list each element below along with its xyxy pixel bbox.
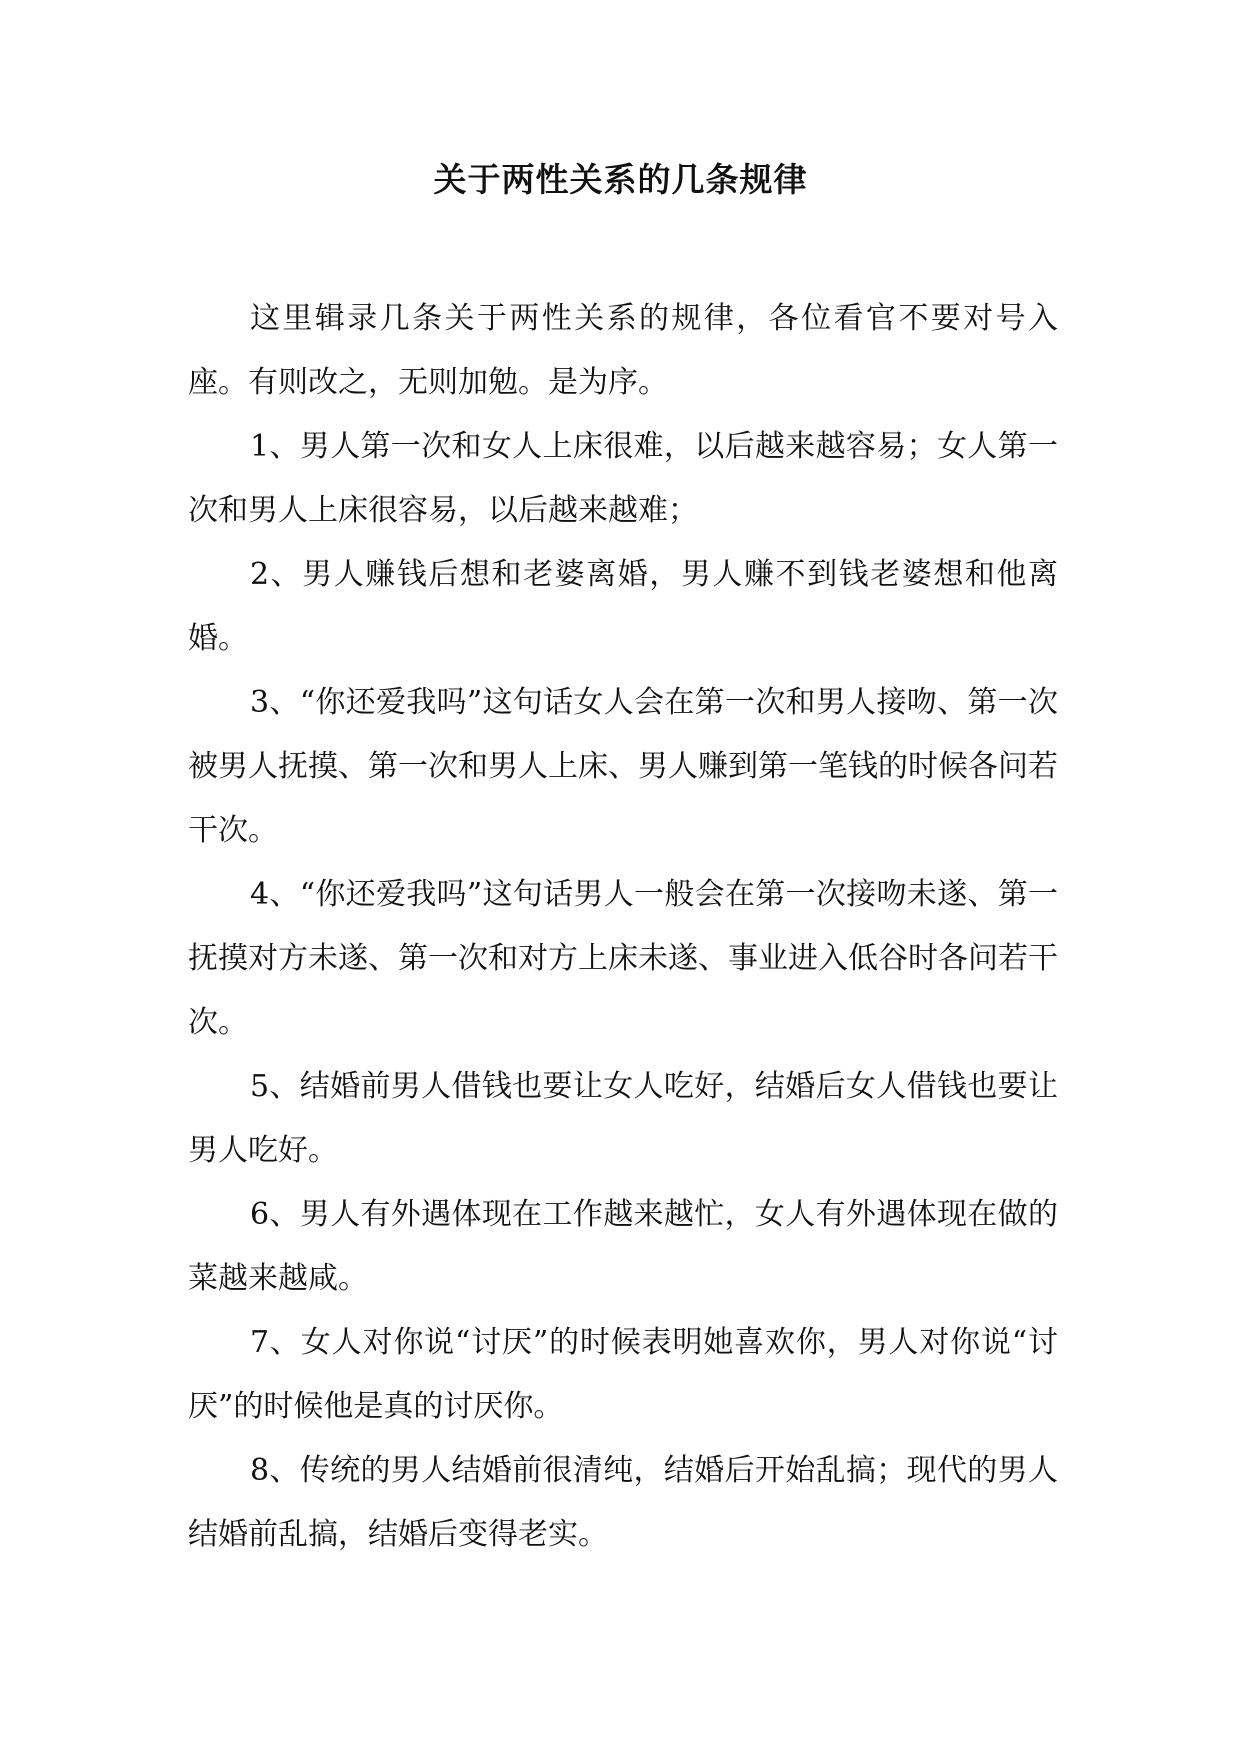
- paragraph-rule-2: 2、男人赚钱后想和老婆离婚，男人赚不到钱老婆想和他离婚。: [188, 557, 1058, 656]
- document-body: [188, 287, 1058, 1567]
- paragraph-rule-8: 8、传统的男人结婚前很清纯，结婚后开始乱搞；现代的男人结婚前乱搞，结婚后变得老实。: [188, 1453, 1058, 1552]
- paragraph-rule-7: 7、女人对你说“讨厌”的时候表明她喜欢你，男人对你说“讨厌”的时候他是真的讨厌你。: [188, 1325, 1058, 1424]
- paragraph-rule-4: 4、“你还爱我吗”这句话男人一般会在第一次接吻未遂、第一抚摸对方未遂、第一次和对方上床未遂、事业进入低谷时各问若干次。: [188, 877, 1058, 1040]
- paragraph-rule-1: 1、男人第一次和女人上床很难，以后越来越容易；女人第一次和男人上床很容易，以后越来越难；: [188, 429, 1058, 528]
- paragraph-rule-6: 6、男人有外遇体现在工作越来越忙，女人有外遇体现在做的菜越来越咸。: [188, 1197, 1058, 1296]
- document-title: 关于两性关系的几条规律: [433, 160, 808, 199]
- paragraph-rule-3: 3、“你还爱我吗”这句话女人会在第一次和男人接吻、第一次被男人抚摸、第一次和男人上床、男人赚到第一笔钱的时候各问若干次。: [188, 685, 1058, 848]
- paragraph-preface: 这里辑录几条关于两性关系的规律，各位看官不要对号入座。有则改之，无则加勉。是为序。: [188, 301, 1058, 400]
- paragraph-rule-5: 5、结婚前男人借钱也要让女人吃好，结婚后女人借钱也要让男人吃好。: [188, 1069, 1058, 1168]
